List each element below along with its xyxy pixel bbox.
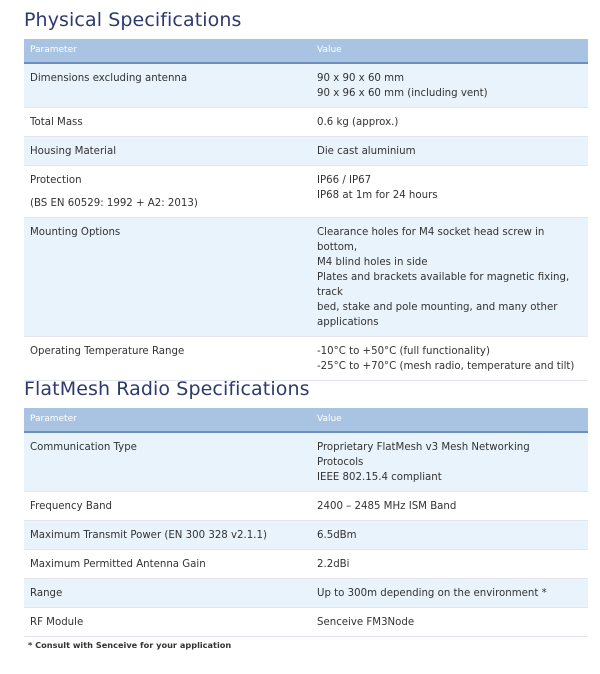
value-line: Protocols [317,457,364,468]
parameter-cell [24,550,311,579]
table-row [24,521,588,550]
value-cell [311,137,588,166]
value-line: bed, stake and pole mounting, and many other [317,302,558,313]
parameter-label: Operating Temperature Range [30,346,185,357]
value-line: applications [317,317,379,328]
column-header-parameter: Parameter [24,39,311,63]
value-line: Die cast aluminium [317,146,416,157]
table-row [24,166,588,218]
parameter-cell [24,137,311,166]
table-row [24,432,588,492]
value-cell [311,63,588,108]
value-cell [311,218,588,337]
parameter-cell [24,218,311,337]
value-line: IEEE 802.15.4 compliant [317,472,442,483]
table-row [24,218,588,337]
parameter-label: Maximum Permitted Antenna Gain [30,559,206,570]
value-line: IP66 / IP67 [317,175,372,186]
table-row [24,550,588,579]
table-row [24,337,588,381]
value-cell [311,550,588,579]
value-line: -10°C to +50°C (full functionality) [317,346,490,357]
value-line: 6.5dBm [317,530,357,541]
footnote: * Consult with Senceive for your application [28,640,232,650]
parameter-cell [24,579,311,608]
value-line: Senceive FM3Node [317,617,415,628]
parameter-cell [24,608,311,637]
parameter-label: Frequency Band [30,501,113,512]
parameter-label: Housing Material [30,146,117,157]
parameter-label: Dimensions excluding antenna [30,73,188,84]
parameter-cell [24,63,311,108]
value-line: 2.2dBi [317,559,350,570]
parameter-label: Communication Type [30,442,137,453]
value-line: IP68 at 1m for 24 hours [317,190,438,201]
value-line: 90 x 90 x 60 mm [317,73,404,84]
radio-specifications-table [24,408,588,637]
parameter-label: Mounting Options [30,227,121,238]
parameter-note: (BS EN 60529: 1992 + A2: 2013) [30,198,198,209]
physical-specifications-table [24,39,588,381]
parameter-cell [24,492,311,521]
parameter-cell [24,432,311,492]
column-header-value: Value [311,408,588,432]
table-row [24,63,588,108]
value-line: Proprietary FlatMesh v3 Mesh Networking [317,442,530,453]
table-row [24,492,588,521]
value-cell [311,108,588,137]
value-cell [311,337,588,381]
value-line: 2400 – 2485 MHz ISM Band [317,501,457,512]
column-header-parameter: Parameter [24,408,311,432]
value-line: Plates and brackets available for magnetic fixing, track [317,272,570,298]
parameter-cell [24,108,311,137]
parameter-cell [24,337,311,381]
table-row [24,608,588,637]
value-line: -25°C to +70°C (mesh radio, temperature and tilt) [317,361,575,372]
parameter-cell [24,166,311,218]
value-cell [311,432,588,492]
parameter-label: Maximum Transmit Power (EN 300 328 v2.1.1) [30,530,267,541]
value-cell [311,521,588,550]
table-row [24,137,588,166]
value-line: Up to 300m depending on the environment * [317,588,547,599]
parameter-cell [24,521,311,550]
value-line: Clearance holes for M4 socket head screw in bottom, [317,227,545,253]
physical-specifications-heading: Physical Specifications [24,9,242,31]
parameter-label: Range [30,588,63,599]
value-cell [311,579,588,608]
table-header-row [24,39,588,63]
table-row [24,108,588,137]
value-line: 0.6 kg (approx.) [317,117,399,128]
radio-specifications-heading: FlatMesh Radio Specifications [24,378,310,400]
parameter-label: Total Mass [30,117,83,128]
value-cell [311,166,588,218]
value-cell [311,492,588,521]
value-cell [311,608,588,637]
parameter-label: Protection [30,175,82,186]
value-line: 90 x 96 x 60 mm (including vent) [317,88,488,99]
table-row [24,579,588,608]
column-header-value: Value [311,39,588,63]
parameter-label: RF Module [30,617,84,628]
table-header-row [24,408,588,432]
value-line: M4 blind holes in side [317,257,428,268]
